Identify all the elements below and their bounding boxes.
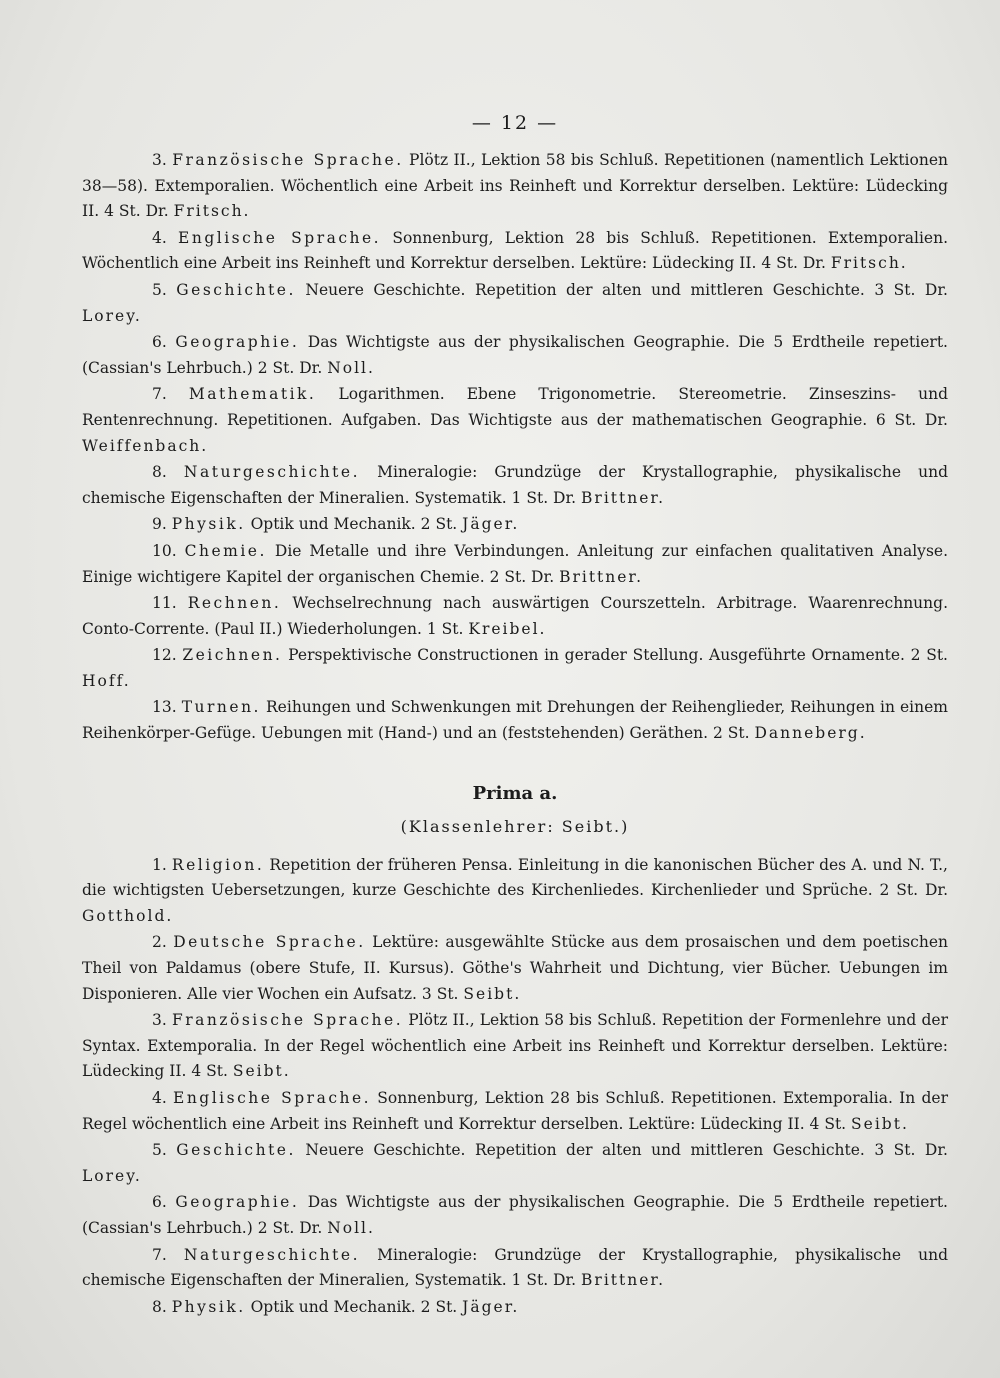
entry-text: Wechselrechnung nach auswärtigen Courszetteln. Arbitrage. Waarenrechnung. Conto-Corrente. (Paul II.) Wiederholungen. 1 St. [82, 594, 948, 638]
page-number: — 12 — [471, 112, 559, 134]
entry-subject: Rechnen. [187, 594, 282, 613]
entry-number: 5. [152, 280, 167, 299]
entry-teacher: Fritsch. [173, 202, 251, 221]
entry-teacher: Hoff. [82, 671, 131, 690]
entry-text: Das Wichtigste aus der physikalischen Geographie. Die 5 Erdtheile repetiert. (Cassian's Lehrbuch.) 2 St. Dr. [82, 333, 948, 377]
entry-teacher: Danneberg. [754, 724, 867, 743]
entry-subject: Physik. [171, 1297, 246, 1316]
entry-number: 3. [152, 1011, 167, 1030]
entry-b-2 [82, 930, 948, 1007]
entry-subject: Englische Sprache. [173, 1089, 372, 1107]
section-subheading: (Klassenlehrer: Seibt.) [400, 816, 630, 836]
entry-text: Optik und Mechanik. 2 St. [250, 1297, 458, 1316]
entry-number: 4. [152, 228, 167, 247]
entry-a-4 [82, 226, 948, 277]
entry-text: Repetition der früheren Pensa. Einleitung in die kanonischen Bücher des A. und N. T., die wichtigsten Uebersetzungen, kurze Geschichte des Kirchenliedes. Kirchenlieder und Sprüche. 2 St. Dr. [82, 855, 948, 900]
entry-teacher: Jäger. [462, 1297, 520, 1316]
entry-subject: Geographie. [175, 1193, 300, 1212]
entry-number: 5. [152, 1141, 167, 1160]
entry-number: 13. [152, 698, 177, 717]
entry-teacher: Kreibel. [468, 619, 547, 638]
section-heading: Prima a. [472, 782, 558, 804]
entry-b-4 [82, 1086, 948, 1137]
entry-number: 6. [152, 333, 167, 352]
entry-a-6 [82, 330, 948, 381]
entry-text: Das Wichtigste aus der physikalischen Geographie. Die 5 Erdtheile repetiert. (Cassian's Lehrbuch.) 2 St. Dr. [82, 1193, 948, 1237]
entry-a-8 [82, 460, 948, 511]
entry-teacher: Jäger. [462, 515, 520, 534]
entry-teacher: Brittner. [559, 567, 644, 586]
entry-subject: Geographie. [175, 333, 300, 352]
entry-subject: Religion. [171, 855, 265, 874]
entry-subject: Französische Sprache. [171, 1011, 404, 1030]
entry-number: 2. [152, 933, 167, 952]
entry-text: Plötz II., Lektion 58 bis Schluß. Repetition der Formenlehre und der Syntax. Extemporalia. In der Regel wöchentlich eine Arbeit ins Reinheft und Korrektur derselben. Lektüre: Lüdecking II. 4 St. [82, 1011, 948, 1081]
entry-number: 8. [152, 463, 167, 482]
entry-teacher: Fritsch. [830, 254, 908, 273]
entry-subject: Zeichnen. [182, 646, 283, 665]
section-a [82, 148, 948, 747]
entry-number: 10. [152, 541, 177, 560]
entry-text: Logarithmen. Ebene Trigonometrie. Stereometrie. Zinseszins- und Rentenrechnung. Repetitionen. Aufgaben. Das Wichtigste aus der mathematischen Geographie. 6 St. Dr. [82, 385, 948, 429]
entry-text: Die Metalle und ihre Verbindungen. Anleitung zur einfachen qualitativen Analyse. Einige wichtigere Kapitel der organischen Chemie. 2 St. Dr. [82, 541, 948, 586]
entry-a-12 [82, 643, 948, 694]
entry-b-7 [82, 1243, 948, 1294]
entry-a-10 [82, 539, 948, 590]
entry-subject: Geschichte. [176, 280, 296, 299]
entry-subject: Naturgeschichte. [183, 463, 360, 482]
entry-subject: Mathematik. [188, 385, 317, 404]
section-b [82, 853, 948, 1321]
entry-teacher: Seibt. [232, 1062, 291, 1081]
entry-subject: Chemie. [184, 541, 267, 560]
entry-subject: Physik. [171, 515, 246, 534]
entry-teacher: Brittner. [581, 488, 666, 507]
entry-text: Lektüre: ausgewählte Stücke aus dem prosaischen und dem poetischen Theil von Paldamus (obere Stufe, II. Kursus). Göthe's Wahrheit und Dichtung, vier Bücher. Uebungen im Disponieren. Alle vier Wochen ein Aufsatz. 3 St. [82, 933, 948, 1003]
entry-number: 6. [152, 1193, 167, 1212]
entry-subject: Turnen. [181, 698, 261, 717]
entry-subject: Geschichte. [176, 1141, 296, 1160]
entry-text: Perspektivische Constructionen in gerader Stellung. Ausgeführte Ornamente. 2 St. [288, 646, 948, 665]
entry-number: 4. [152, 1089, 167, 1107]
entry-b-1 [82, 853, 948, 930]
entry-b-6 [82, 1190, 948, 1241]
entry-subject: Englische Sprache. [178, 228, 382, 247]
entry-number: 11. [152, 594, 177, 613]
entry-teacher: Noll. [327, 1218, 375, 1237]
entry-text: Neuere Geschichte. Repetition der alten und mittleren Geschichte. 3 St. Dr. [305, 1141, 948, 1160]
entry-text: Mineralogie: Grundzüge der Krystallographie, physikalische und chemische Eigenschaften der Mineralien. Systematik. 1 St. Dr. [82, 463, 948, 507]
entry-text: Mineralogie: Grundzüge der Krystallographie, physikalische und chemische Eigenschaften der Mineralien, Systematik. 1 St. Dr. [82, 1245, 948, 1290]
entry-text: Sonnenburg, Lektion 28 bis Schluß. Repetitionen. Extemporalien. Wöchentlich eine Arbeit ins Reinheft und Korrektur derselben. Lektüre: Lüdecking II. 4 St. Dr. [82, 228, 948, 273]
entry-subject: Französische Sprache. [172, 151, 404, 169]
entry-text: Optik und Mechanik. 2 St. [250, 515, 458, 534]
entry-text: Reihungen und Schwenkungen mit Drehungen der Reihenglieder, Reihungen in einem Reihenkörper-Gefüge. Uebungen mit (Hand-) und an (feststehenden) Geräthen. 2 St. [82, 698, 948, 743]
entry-subject: Deutsche Sprache. [173, 933, 366, 952]
entry-number: 7. [152, 385, 167, 404]
entry-teacher: Lorey. [82, 306, 142, 325]
entry-number: 7. [152, 1245, 167, 1264]
entry-a-5 [82, 278, 948, 329]
entry-text: Neuere Geschichte. Repetition der alten und mittleren Geschichte. 3 St. Dr. [305, 280, 948, 299]
entry-teacher: Gotthold. [82, 906, 174, 925]
entry-number: 9. [152, 515, 167, 534]
entry-a-13 [82, 695, 948, 746]
entry-teacher: Weiffenbach. [82, 436, 209, 455]
entry-number: 1. [152, 855, 167, 874]
entry-a-9 [82, 512, 948, 538]
entry-a-3 [82, 148, 948, 225]
entry-a-7 [82, 382, 948, 459]
entry-a-11 [82, 591, 948, 642]
entry-teacher: Seibt. [851, 1114, 909, 1133]
entry-number: 8. [152, 1297, 167, 1316]
entry-b-5 [82, 1138, 948, 1189]
entry-text: Sonnenburg, Lektion 28 bis Schluß. Repetitionen. Extemporalia. In der Regel wöchentlich eine Arbeit ins Reinheft und Korrektur derselben. Lektüre: Lüdecking II. 4 St. [82, 1089, 948, 1133]
entry-b-8 [82, 1295, 948, 1321]
entry-teacher: Lorey. [82, 1166, 142, 1185]
entry-text: Plötz II., Lektion 58 bis Schluß. Repetitionen (namentlich Lektionen 38—58). Extemporalien. Wöchentlich eine Arbeit ins Reinheft und Korrektur derselben. Lektüre: Lüdecking II. 4 St. Dr. [82, 151, 948, 221]
entry-teacher: Seibt. [463, 984, 522, 1003]
entry-b-3 [82, 1008, 948, 1085]
entry-subject: Naturgeschichte. [183, 1245, 360, 1264]
entry-number: 3. [152, 151, 167, 169]
entry-teacher: Brittner. [581, 1271, 666, 1290]
entry-teacher: Noll. [327, 358, 375, 377]
entry-number: 12. [152, 646, 177, 665]
